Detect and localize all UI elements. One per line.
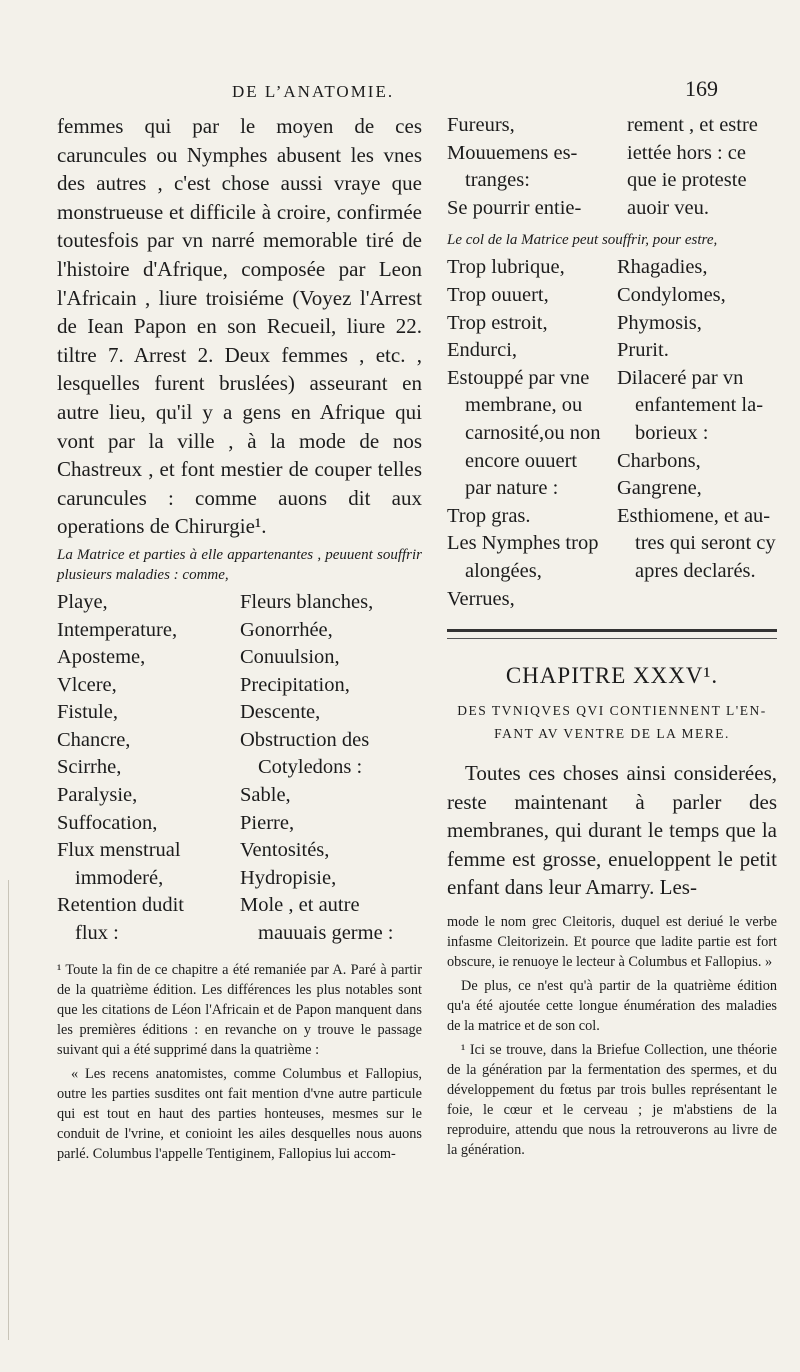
list-item: Fistule,	[57, 701, 118, 724]
list-item: Scirrhe,	[57, 756, 122, 779]
page-header	[0, 76, 800, 104]
col-matrice-caption: Le col de la Matrice peut souffrir, pour estre,	[447, 232, 718, 249]
page-number: 169	[685, 76, 718, 101]
chapter-divider	[447, 629, 777, 639]
list-item: Gangrene,	[617, 477, 702, 500]
list-item: Hydropisie,	[240, 866, 337, 889]
list-item: membrane, ou	[465, 394, 583, 417]
list-item: Fureurs,	[447, 114, 515, 136]
list-item: Intemperature,	[57, 618, 178, 641]
col-maladies-list-b	[617, 254, 777, 613]
maladies-list-c	[447, 112, 581, 222]
list-item: Mouuemens es-	[447, 141, 578, 164]
list-item: Condylomes,	[617, 283, 726, 306]
list-item: iettée hors : ce	[627, 141, 746, 164]
list-item: alongées,	[465, 559, 542, 582]
list-item: Obstruction des	[240, 728, 370, 751]
list-item: Pierre,	[240, 811, 295, 834]
list-item: Retention dudit	[57, 894, 184, 917]
maladies-list-d	[627, 112, 777, 222]
left-body-paragraph: femmes qui par le moyen de ces caruncules ou Nymphes abusent les vnes des autres , c'est chose aussi vraye que monstrueuse et difficile à croire, confirmée toutesfois par vn narré memorable tiré de l'histoire d'Afrique, composée par Leon l'Africain , liure troisiéme (Voyez l'Arrest de Iean Papon en son Recueil, liure 22. tiltre 7. Arrest 2. Deux femmes , etc. , lesquelles furent bruslées) asseurant en autre lieu, qu'il y a gens en Afrique qui vont par la ville , à la mode de nos Chastreux , et font mestier de couper telles caruncules : comme auons dit aux operations de Chirurgie¹.	[57, 114, 422, 539]
chapter-subtitle: DES TVNIQVES QVI CONTIENNENT L'EN-FANT AV VENTRE DE LA MERE.	[457, 703, 767, 742]
list-item: Fleurs blanches,	[240, 590, 374, 613]
footnote-1: ¹ Toute la fin de ce chapitre a été remaniée par A. Paré à partir de la quatrième édition. Les différences les plus notables sont que les citations de Léon l'Africain et de Papon manquent dans les premières éditions : en revanche on y trouve le passage suivant qui a été supprimé dans la quatrième :	[57, 961, 422, 1058]
maladies-list-b	[240, 589, 422, 948]
list-item: flux :	[75, 922, 119, 945]
list-item: Precipitation,	[240, 673, 350, 696]
list-item: Flux menstrual	[57, 839, 181, 862]
list-item: tres qui seront cy	[635, 532, 776, 555]
chapter-paragraph: Toutes ces choses ainsi considerées, reste maintenant à parler des membranes, qui durant le temps que la femme est grosse, enueloppent le petit enfant dans leur Amarry. Les-	[447, 761, 777, 900]
matrice-maladies-caption: La Matrice et parties à elle appartenantes , peuuent souffrir plusieurs maladies : comme,	[57, 546, 422, 583]
list-item: Verrues,	[447, 587, 515, 610]
list-item: Se pourrir entie-	[447, 196, 582, 219]
list-item: Descente,	[240, 701, 321, 724]
left-column	[57, 112, 422, 1164]
list-item: borieux :	[635, 421, 709, 444]
footnote-4: ¹ Ici se trouve, dans la Briefue Collection, une théorie de la génération par la fermentation des spermes, et du développement du fœtus par trois bulles représentant le foie, le cœur et le cerveau ; je m'abstiens de la reproduire, attendu que nous la retrouverons au livre de la génération.	[447, 1042, 777, 1159]
col-maladies-list	[447, 254, 777, 613]
chapter-title: CHAPITRE XXXV¹.	[505, 663, 719, 689]
list-item: Aposteme,	[57, 646, 146, 669]
maladies-list	[57, 589, 422, 948]
list-item: Trop estroit,	[447, 311, 548, 334]
page-edge-shadow	[8, 880, 9, 1340]
list-item: Ventosités,	[240, 839, 330, 862]
list-item: Chancre,	[57, 728, 131, 751]
list-item: Mole , et autre	[240, 894, 360, 917]
list-item: mauuais germe :	[258, 922, 394, 945]
list-item: Phymosis,	[617, 311, 702, 334]
list-item: carnosité,ou non	[465, 421, 601, 444]
maladies-list-a	[57, 589, 184, 948]
list-item: Trop ouuert,	[447, 283, 549, 306]
list-item: apres declarés.	[635, 559, 756, 582]
list-item: encore ouuert	[465, 449, 578, 472]
footnote-continuation: mode le nom grec Cleitoris, duquel est deriué le verbe infasme Cleitorizein. Et pource que ladite partie est fort obscure, ie renuoye le lecteur à Columbus et Fallopius. »	[447, 914, 777, 971]
list-item: Playe,	[57, 590, 108, 613]
list-item: immoderé,	[75, 866, 164, 889]
list-item: Vlcere,	[57, 673, 117, 696]
footnote-2: « Les recens anatomistes, comme Columbus et Fallopius, outre les parties susdites ont fait mention d'vne autre particule qui est tout en haut des parties honteuses, mesmes sur le conduit de l'vrine, et conioint les ailes desquelles nous auons parlé. Columbus l'appelle Tentiginem, Fallopius lui accom-	[57, 1065, 422, 1162]
list-item: Conuulsion,	[240, 646, 340, 669]
footnote-3: De plus, ce n'est qu'à partir de la quatrième édition qu'a été ajoutée cette longue énumération des maladies de la matrice et de son col.	[447, 978, 777, 1035]
list-item: Trop gras.	[447, 504, 531, 527]
list-item: Gonorrhée,	[240, 618, 333, 641]
list-item: Dilaceré par vn	[617, 366, 744, 389]
list-item: rement , et estre	[627, 114, 758, 136]
list-item: Charbons,	[617, 449, 701, 472]
list-item: que ie proteste	[627, 169, 747, 192]
list-item: Suffocation,	[57, 811, 158, 834]
list-item: tranges:	[465, 169, 530, 192]
running-head: DE L’ANATOMIE.	[232, 82, 395, 101]
list-item: Paralysie,	[57, 784, 138, 807]
list-item: enfantement la-	[635, 394, 764, 417]
right-column	[447, 112, 777, 1160]
list-item: Estouppé par vne	[447, 366, 590, 389]
list-item: Prurit.	[617, 339, 669, 362]
list-item: Endurci,	[447, 339, 518, 362]
list-item: Trop lubrique,	[447, 256, 565, 279]
list-item: Sable,	[240, 784, 291, 807]
list-item: Rhagadies,	[617, 256, 708, 279]
col-maladies-list-a	[447, 254, 601, 613]
list-item: par nature :	[465, 477, 559, 500]
list-item: Esthiomene, et au-	[617, 504, 771, 527]
maladies-list-continued	[447, 112, 777, 222]
list-item: Les Nymphes trop	[447, 532, 599, 555]
list-item: auoir veu.	[627, 196, 709, 219]
list-item: Cotyledons :	[258, 756, 363, 779]
